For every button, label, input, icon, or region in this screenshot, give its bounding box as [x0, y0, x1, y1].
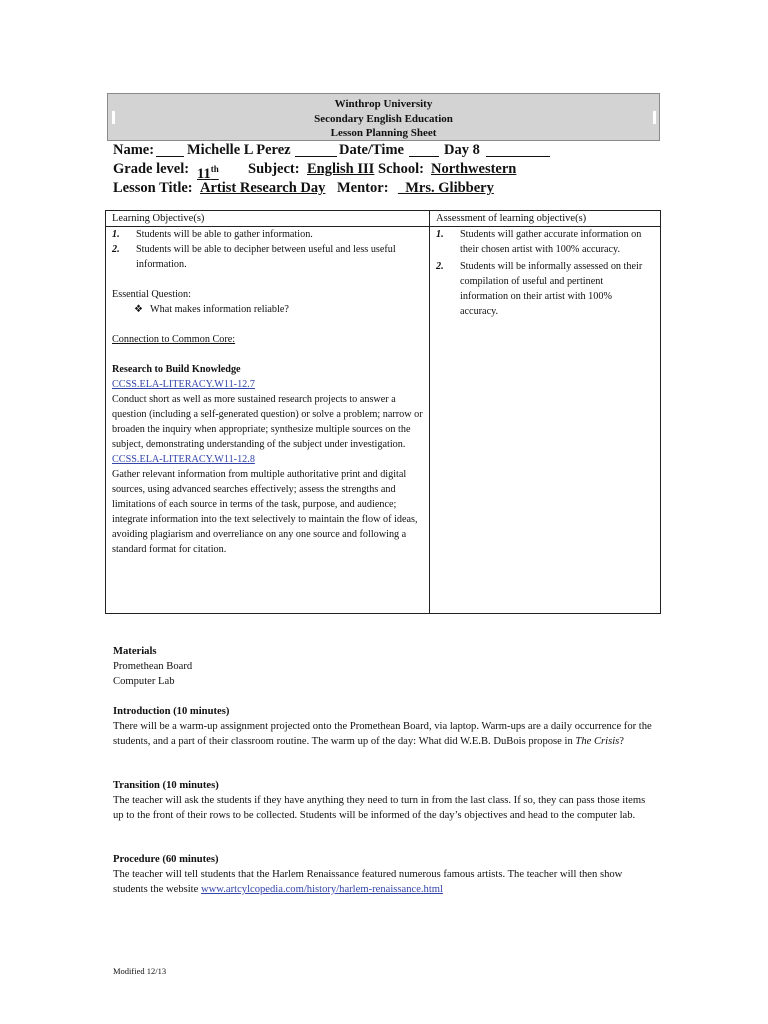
grade-value: 11th	[197, 164, 219, 182]
objectives-cell	[112, 227, 424, 557]
school-label: School:	[378, 161, 424, 177]
materials-item: Computer Lab	[113, 676, 175, 687]
transition-title: Transition (10 minutes)	[113, 780, 219, 791]
diamond-bullet-icon: ❖	[134, 304, 143, 315]
materials-item: Promethean Board	[113, 661, 193, 672]
objectives-table	[105, 210, 661, 614]
header-sheet-title: Lesson Planning Sheet	[330, 127, 437, 139]
footer-modified: Modified 12/13	[113, 966, 167, 976]
grade-label: Grade level:	[113, 161, 190, 177]
name-value: Michelle L Perez	[187, 142, 291, 158]
research-heading: Research to Build Knowledge	[112, 364, 241, 375]
standard-link[interactable]: CCSS.ELA-LITERACY.W11-12.8	[112, 454, 255, 465]
essential-question: ❖ What makes information reliable?	[134, 304, 289, 315]
connection-label: Connection to Common Core:	[112, 334, 236, 345]
name-underline-pre	[156, 156, 184, 157]
mentor-label: Mentor:	[337, 180, 389, 196]
mentor-value: _Mrs. Glibbery	[398, 180, 494, 196]
banner-marker-right	[653, 111, 656, 124]
procedure-section	[113, 852, 653, 897]
standard-link[interactable]: CCSS.ELA-LITERACY.W11-12.7	[112, 379, 255, 390]
introduction-section	[113, 704, 653, 749]
assessment-cell	[436, 227, 650, 319]
header-program: Secondary English Education	[314, 112, 453, 125]
subject-value: English III	[307, 161, 375, 177]
procedure-title: Procedure (60 minutes)	[113, 854, 219, 865]
datetime-underline-pre	[409, 156, 439, 157]
objective-item: 1. Students will be able to gather information.	[112, 229, 313, 240]
school-value: Northwestern	[431, 161, 517, 177]
standard-text: Conduct short as well as more sustained research projects to answer a question (including a self-generated question) or solve a problem; narrow or broaden the inquiry when appropriate; synthesize multiple sources on the subject, demonstrating understanding of the subject under investigation.	[112, 394, 423, 450]
essential-question-label: Essential Question:	[112, 289, 191, 300]
name-underline-post	[295, 156, 337, 157]
name-label: Name:	[113, 142, 155, 158]
subject-label: Subject:	[248, 161, 300, 177]
introduction-text: There will be a warm-up assignment projected onto the Promethean Board, via laptop. Warm-ups are a daily occurrence for the students, and a part of their classroom routine. The warm up of the day: What did W.E.B. DuBois propose in The Crisis?	[113, 721, 652, 747]
standard-text: Gather relevant information from multiple authoritative print and digital sources, using advanced searches effectively; assess the strengths and limitations of each source in terms of the task, purpose, and audience; integrate information into the text selectively to maintain the flow of ideas, avoiding plagiarism and overreliance on any one source and following a standard format for citation.	[112, 469, 418, 555]
materials-title: Materials	[113, 646, 157, 657]
lesson-title-value: Artist Research Day	[200, 180, 326, 196]
datetime-label: Date/Time	[339, 142, 404, 158]
header-banner	[107, 93, 660, 141]
assessment-item: 2. Students will be informally assessed on their compilation of useful and pertinent information on their artist with 100% accuracy.	[436, 261, 643, 317]
datetime-value: Day 8	[444, 142, 480, 158]
banner-marker-left	[112, 111, 115, 124]
transition-text: The teacher will ask the students if they have anything they need to turn in from the last class. If so, they can pass those items up to the front of their rows to be collected. Students will be informed of the day’s objectives and head to the computer lab.	[113, 795, 646, 821]
learning-objectives-header: Learning Objective(s)	[112, 213, 205, 224]
table-divider-vertical	[429, 211, 430, 613]
procedure-text: The teacher will tell students that the Harlem Renaissance featured numerous famous artists. The teacher will then show students the website www.artcylcopedia.com/history/harlem-renaissance.html	[113, 869, 623, 895]
materials-section	[113, 644, 653, 689]
assessment-header: Assessment of learning objective(s)	[436, 213, 587, 224]
website-link[interactable]: www.artcylcopedia.com/history/harlem-renaissance.html	[200, 884, 443, 895]
datetime-underline-post	[486, 156, 550, 157]
header-university: Winthrop University	[334, 98, 433, 110]
lesson-title-label: Lesson Title:	[113, 180, 193, 196]
assessment-item: 1. Students will gather accurate information on their chosen artist with 100% accuracy.	[436, 229, 642, 255]
introduction-title: Introduction (10 minutes)	[113, 706, 230, 717]
transition-section	[113, 778, 653, 823]
objective-item: 2. Students will be able to decipher between useful and less useful information.	[112, 244, 396, 270]
